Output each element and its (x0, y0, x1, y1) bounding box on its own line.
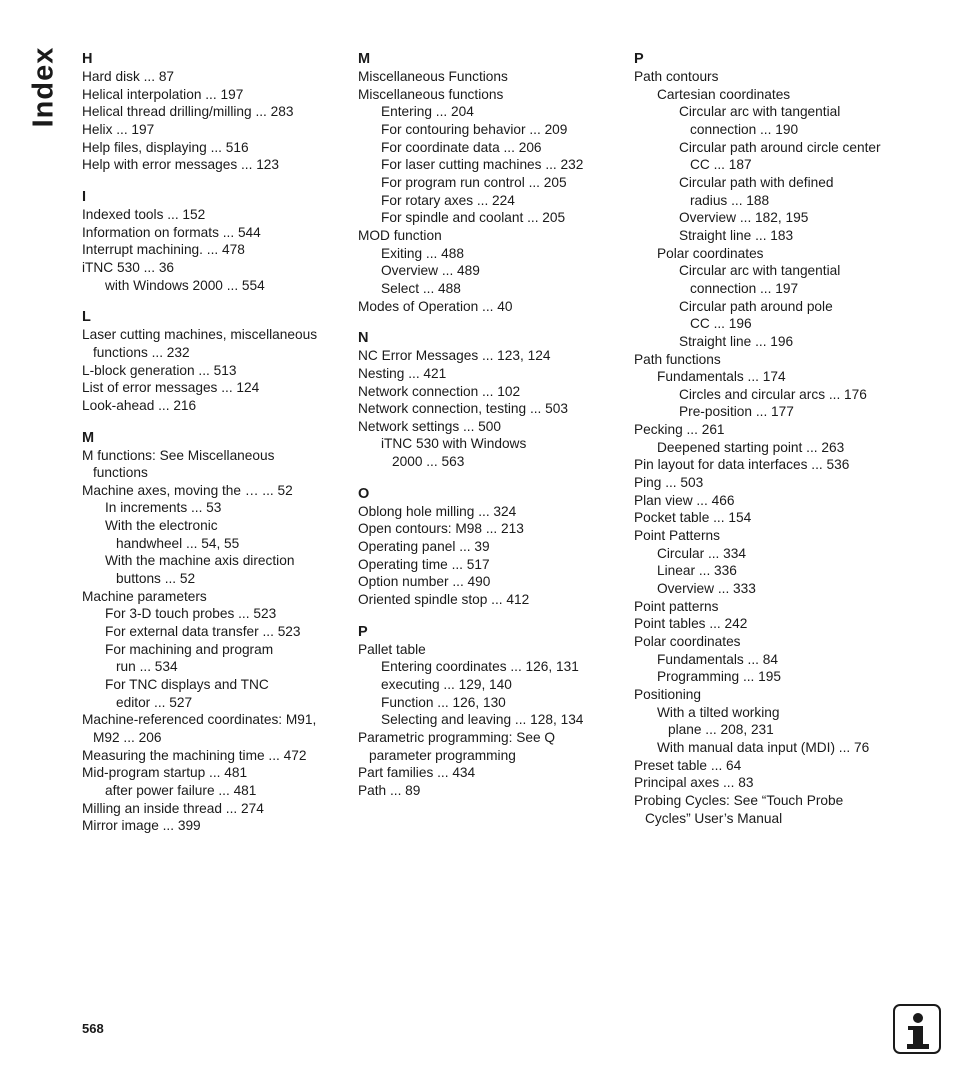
index-section-n (358, 330, 626, 471)
index-entry: Overview ... 489 (381, 263, 480, 279)
index-entry-continuation: plane ... 208, 231 (668, 722, 774, 738)
index-section-m (82, 430, 350, 835)
index-column-2 (358, 51, 626, 815)
index-entry: Function ... 126, 130 (381, 694, 506, 710)
index-entry-continuation: Cycles” User’s Manual (645, 810, 783, 826)
index-entry: Operating time ... 517 (358, 556, 490, 572)
index-entry: Oriented spindle stop ... 412 (358, 592, 530, 608)
index-section-o (358, 486, 626, 609)
index-entry-continuation: functions ... 232 (93, 344, 190, 360)
section-letter: I (82, 188, 87, 205)
index-entry-continuation: 2000 ... 563 (392, 454, 465, 470)
index-section-p (634, 51, 902, 827)
index-entry: Point Patterns (634, 528, 720, 544)
index-entry: Linear ... 336 (657, 563, 737, 579)
index-entry: executing ... 129, 140 (381, 677, 512, 693)
index-entry: Miscellaneous functions (358, 86, 504, 102)
index-entry: Part families ... 434 (358, 765, 476, 781)
index-entry: M functions: See Miscellaneous (82, 447, 275, 463)
index-entry: with Windows 2000 ... 554 (105, 277, 265, 293)
index-entry: Machine axes, moving the … ... 52 (82, 482, 293, 498)
index-entry: Path ... 89 (358, 782, 421, 798)
index-entry: Preset table ... 64 (634, 757, 742, 773)
index-entry: Measuring the machining time ... 472 (82, 747, 307, 763)
index-entry: Hard disk ... 87 (82, 69, 175, 84)
index-entry: after power failure ... 481 (105, 782, 257, 798)
index-entry-continuation: handwheel ... 54, 55 (116, 535, 240, 551)
index-entry: Entering coordinates ... 126, 131 (381, 659, 579, 675)
index-entry: Machine parameters (82, 588, 207, 604)
index-entry: Principal axes ... 83 (634, 775, 754, 791)
index-entry: Interrupt machining. ... 478 (82, 242, 245, 258)
index-entry: Pocket table ... 154 (634, 510, 752, 526)
index-entry: Programming ... 195 (657, 669, 782, 685)
index-entry: Ping ... 503 (634, 475, 704, 491)
index-section-m (358, 51, 626, 315)
index-entry-continuation: parameter programming (369, 747, 516, 763)
section-letter: M (82, 429, 95, 446)
index-entry: Information on formats ... 544 (82, 224, 261, 240)
index-entry: Point patterns (634, 598, 719, 614)
index-entry: Mid-program startup ... 481 (82, 765, 248, 781)
index-entry: Helical thread drilling/milling ... 283 (82, 104, 294, 120)
index-entry: Deepened starting point ... 263 (657, 439, 845, 455)
index-entry: Indexed tools ... 152 (82, 206, 206, 222)
index-entry: Helical interpolation ... 197 (82, 86, 244, 102)
index-entry: For laser cutting machines ... 232 (381, 157, 584, 173)
index-entry: Nesting ... 421 (358, 365, 447, 381)
index-entry: Helix ... 197 (82, 121, 155, 137)
index-entry-continuation: M92 ... 206 (93, 730, 162, 745)
index-entry: Help files, displaying ... 516 (82, 139, 249, 155)
index-entry: Pin layout for data interfaces ... 536 (634, 457, 850, 473)
section-letter: N (358, 330, 369, 347)
index-entry: Open contours: M98 ... 213 (358, 521, 524, 537)
index-section-h (82, 51, 350, 174)
index-entry: For coordinate data ... 206 (381, 139, 542, 155)
index-entry: Pecking ... 261 (634, 422, 725, 438)
index-entry: With manual data input (MDI) ... 76 (657, 739, 870, 755)
index-entry: Milling an inside thread ... 274 (82, 800, 264, 816)
index-entry: Exiting ... 488 (381, 245, 464, 261)
index-entry: Circles and circular arcs ... 176 (679, 386, 867, 402)
index-entry: Fundamentals ... 84 (657, 651, 778, 667)
index-entry: Parametric programming: See Q (358, 730, 556, 745)
section-letter: P (358, 623, 368, 640)
index-entry: With the machine axis direction (105, 553, 295, 569)
index-entry: Overview ... 182, 195 (679, 210, 809, 226)
index-entry: In increments ... 53 (105, 500, 222, 516)
index-entry: Miscellaneous Functions (358, 69, 508, 84)
index-entry: For contouring behavior ... 209 (381, 121, 568, 137)
index-entry: Plan view ... 466 (634, 492, 735, 508)
index-entry: iTNC 530 with Windows (381, 436, 527, 452)
index-entry: Help with error messages ... 123 (82, 157, 280, 173)
index-entry: Fundamentals ... 174 (657, 369, 786, 385)
index-entry: Select ... 488 (381, 280, 461, 296)
index-entry: List of error messages ... 124 (82, 380, 260, 396)
index-entry-continuation: functions (93, 465, 148, 481)
index-entry: Probing Cycles: See “Touch Probe (634, 792, 844, 808)
index-entry: Network connection ... 102 (358, 383, 521, 399)
index-entry: Circular path with defined (679, 174, 834, 190)
section-letter: H (82, 51, 93, 67)
section-letter: P (634, 51, 644, 67)
index-entry: With the electronic (105, 518, 218, 534)
index-entry: Network settings ... 500 (358, 418, 502, 434)
index-entry: With a tilted working (657, 704, 780, 720)
index-entry: Circular arc with tangential (679, 104, 841, 120)
index-entry-continuation: CC ... 187 (690, 157, 752, 173)
index-entry: Look-ahead ... 216 (82, 397, 197, 413)
index-entry: Pallet table (358, 641, 426, 657)
index-entry: For program run control ... 205 (381, 174, 567, 190)
index-entry-continuation: editor ... 527 (116, 694, 193, 710)
index-entry: For rotary axes ... 224 (381, 192, 515, 208)
index-entry: Mirror image ... 399 (82, 818, 201, 834)
page-number: 568 (82, 1021, 104, 1036)
index-entry: For TNC displays and TNC (105, 677, 269, 693)
index-entry: For spindle and coolant ... 205 (381, 210, 566, 226)
index-entry: Oblong hole milling ... 324 (358, 503, 517, 519)
index-entry: Overview ... 333 (657, 581, 756, 597)
index-title-text: Index (27, 46, 60, 128)
index-entry: Cartesian coordinates (657, 86, 791, 102)
index-entry: Modes of Operation ... 40 (358, 298, 513, 314)
index-entry: iTNC 530 ... 36 (82, 259, 175, 275)
index-entry-continuation: run ... 534 (116, 659, 178, 675)
index-entry: Option number ... 490 (358, 574, 491, 590)
index-entry: Laser cutting machines, miscellaneous (82, 327, 318, 343)
index-side-title (26, 46, 62, 128)
index-entry: Operating panel ... 39 (358, 539, 490, 555)
index-entry: Path contours (634, 69, 719, 84)
index-entry: For machining and program (105, 641, 274, 657)
index-entry: Circular path around pole (679, 298, 833, 314)
index-section-i (82, 189, 350, 294)
index-entry: Circular ... 334 (657, 545, 747, 561)
index-section-l (82, 309, 350, 414)
index-entry: NC Error Messages ... 123, 124 (358, 348, 551, 364)
index-entry: Machine-referenced coordinates: M91, (82, 712, 317, 728)
index-entry-continuation: CC ... 196 (690, 316, 752, 332)
index-column-1 (82, 51, 350, 850)
index-entry: Polar coordinates (657, 245, 764, 261)
index-entry: For external data transfer ... 523 (105, 624, 301, 640)
index-entry: Selecting and leaving ... 128, 134 (381, 712, 584, 728)
index-entry: L-block generation ... 513 (82, 362, 237, 378)
section-letter: O (358, 485, 370, 502)
section-letter: L (82, 309, 91, 326)
index-entry: Polar coordinates (634, 634, 741, 649)
index-section-p (358, 624, 626, 800)
info-icon (893, 1004, 941, 1054)
index-entry: Straight line ... 196 (679, 333, 794, 349)
index-entry-continuation: radius ... 188 (690, 192, 770, 208)
index-entry: Circular path around circle center (679, 139, 881, 155)
section-letter: M (358, 51, 371, 67)
index-column-3 (634, 51, 902, 842)
index-entry: MOD function (358, 227, 442, 243)
index-entry: Positioning (634, 686, 701, 702)
index-entry-continuation: connection ... 197 (690, 280, 799, 296)
index-entry-continuation: buttons ... 52 (116, 571, 196, 587)
index-entry: Circular arc with tangential (679, 263, 841, 279)
index-entry: Straight line ... 183 (679, 227, 794, 243)
index-entry: Point tables ... 242 (634, 616, 748, 632)
index-entry: For 3-D touch probes ... 523 (105, 606, 277, 622)
index-entry: Network connection, testing ... 503 (358, 401, 568, 417)
index-entry: Pre-position ... 177 (679, 404, 794, 420)
index-entry: Path functions (634, 351, 721, 367)
index-entry: Entering ... 204 (381, 104, 474, 120)
index-entry-continuation: connection ... 190 (690, 121, 799, 137)
